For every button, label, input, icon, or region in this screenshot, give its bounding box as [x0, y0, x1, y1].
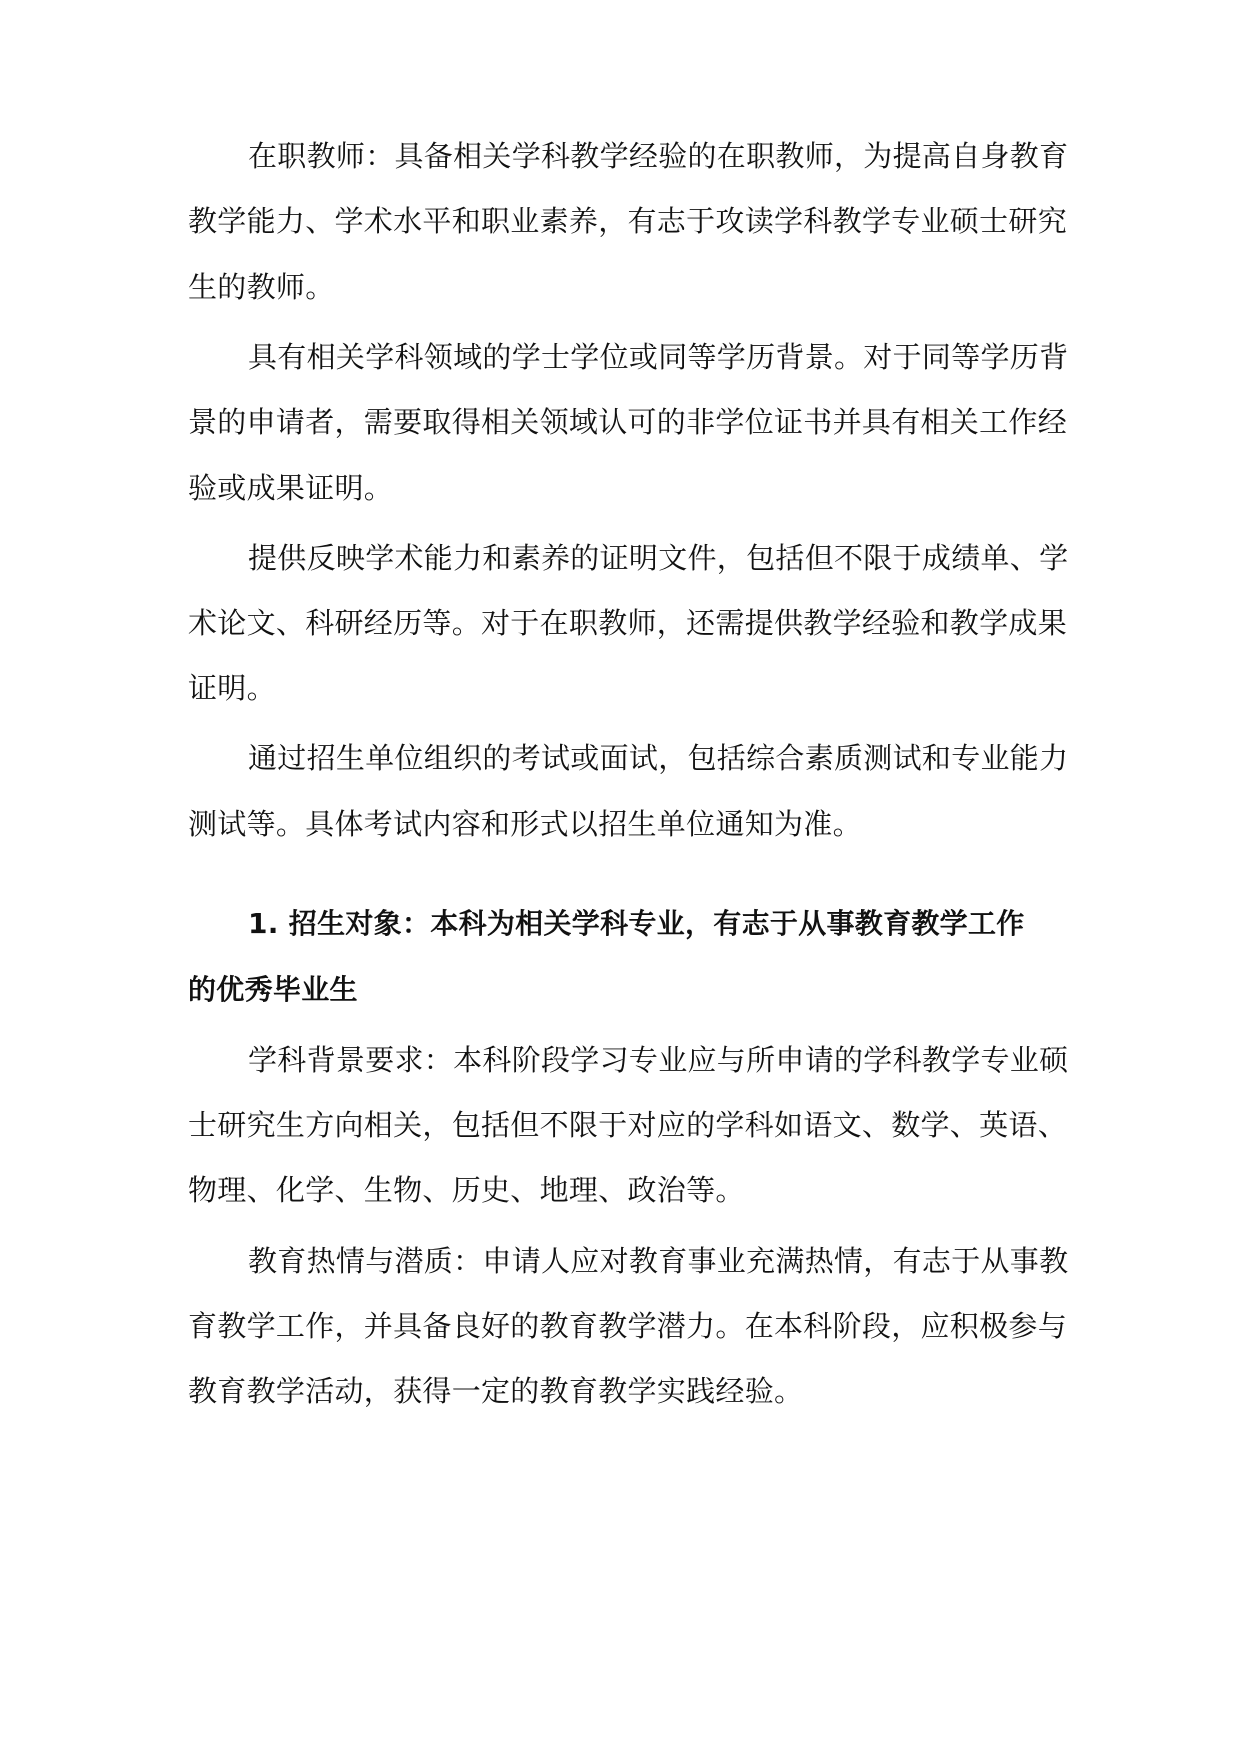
paragraph-1-line-2: 教学能力、学术水平和职业素养，有志于攻读学科教学专业硕士研究 [188, 204, 1068, 238]
paragraph-1-line-1: 在职教师：具备相关学科教学经验的在职教师，为提高自身教育 [248, 139, 1069, 173]
paragraph-2-line-3: 验或成果证明。 [188, 471, 394, 505]
section-heading-line-1: 1. 招生对象：本科为相关学科专业，有志于从事教育教学工作 [248, 907, 1025, 940]
paragraph-3-line-2: 术论文、科研经历等。对于在职教师，还需提供教学经验和教学成果 [188, 606, 1068, 640]
paragraph-4-line-1: 通过招生单位组织的考试或面试，包括综合素质测试和专业能力 [248, 741, 1069, 775]
paragraph-6-line-3: 教育教学活动，获得一定的教育教学实践经验。 [188, 1374, 804, 1408]
paragraph-3-line-1: 提供反映学术能力和素养的证明文件，包括但不限于成绩单、学 [248, 541, 1069, 575]
paragraph-3-line-3: 证明。 [188, 671, 276, 705]
paragraph-5-line-2: 士研究生方向相关，包括但不限于对应的学科如语文、数学、英语、 [188, 1108, 1068, 1142]
paragraph-6-line-2: 育教学工作，并具备良好的教育教学潜力。在本科阶段，应积极参与 [188, 1309, 1068, 1343]
paragraph-5-line-1: 学科背景要求：本科阶段学习专业应与所申请的学科教学专业硕 [248, 1043, 1069, 1077]
paragraph-2-line-1: 具有相关学科领域的学士学位或同等学历背景。对于同等学历背 [248, 340, 1069, 374]
paragraph-5-line-3: 物理、化学、生物、历史、地理、政治等。 [188, 1173, 745, 1207]
paragraph-2-line-2: 景的申请者，需要取得相关领域认可的非学位证书并具有相关工作经 [188, 405, 1068, 439]
paragraph-1-line-3: 生的教师。 [188, 270, 335, 304]
section-heading-line-2: 的优秀毕业生 [188, 973, 358, 1006]
paragraph-4-line-2: 测试等。具体考试内容和形式以招生单位通知为准。 [188, 807, 862, 841]
paragraph-6-line-1: 教育热情与潜质：申请人应对教育事业充满热情，有志于从事教 [248, 1244, 1069, 1278]
